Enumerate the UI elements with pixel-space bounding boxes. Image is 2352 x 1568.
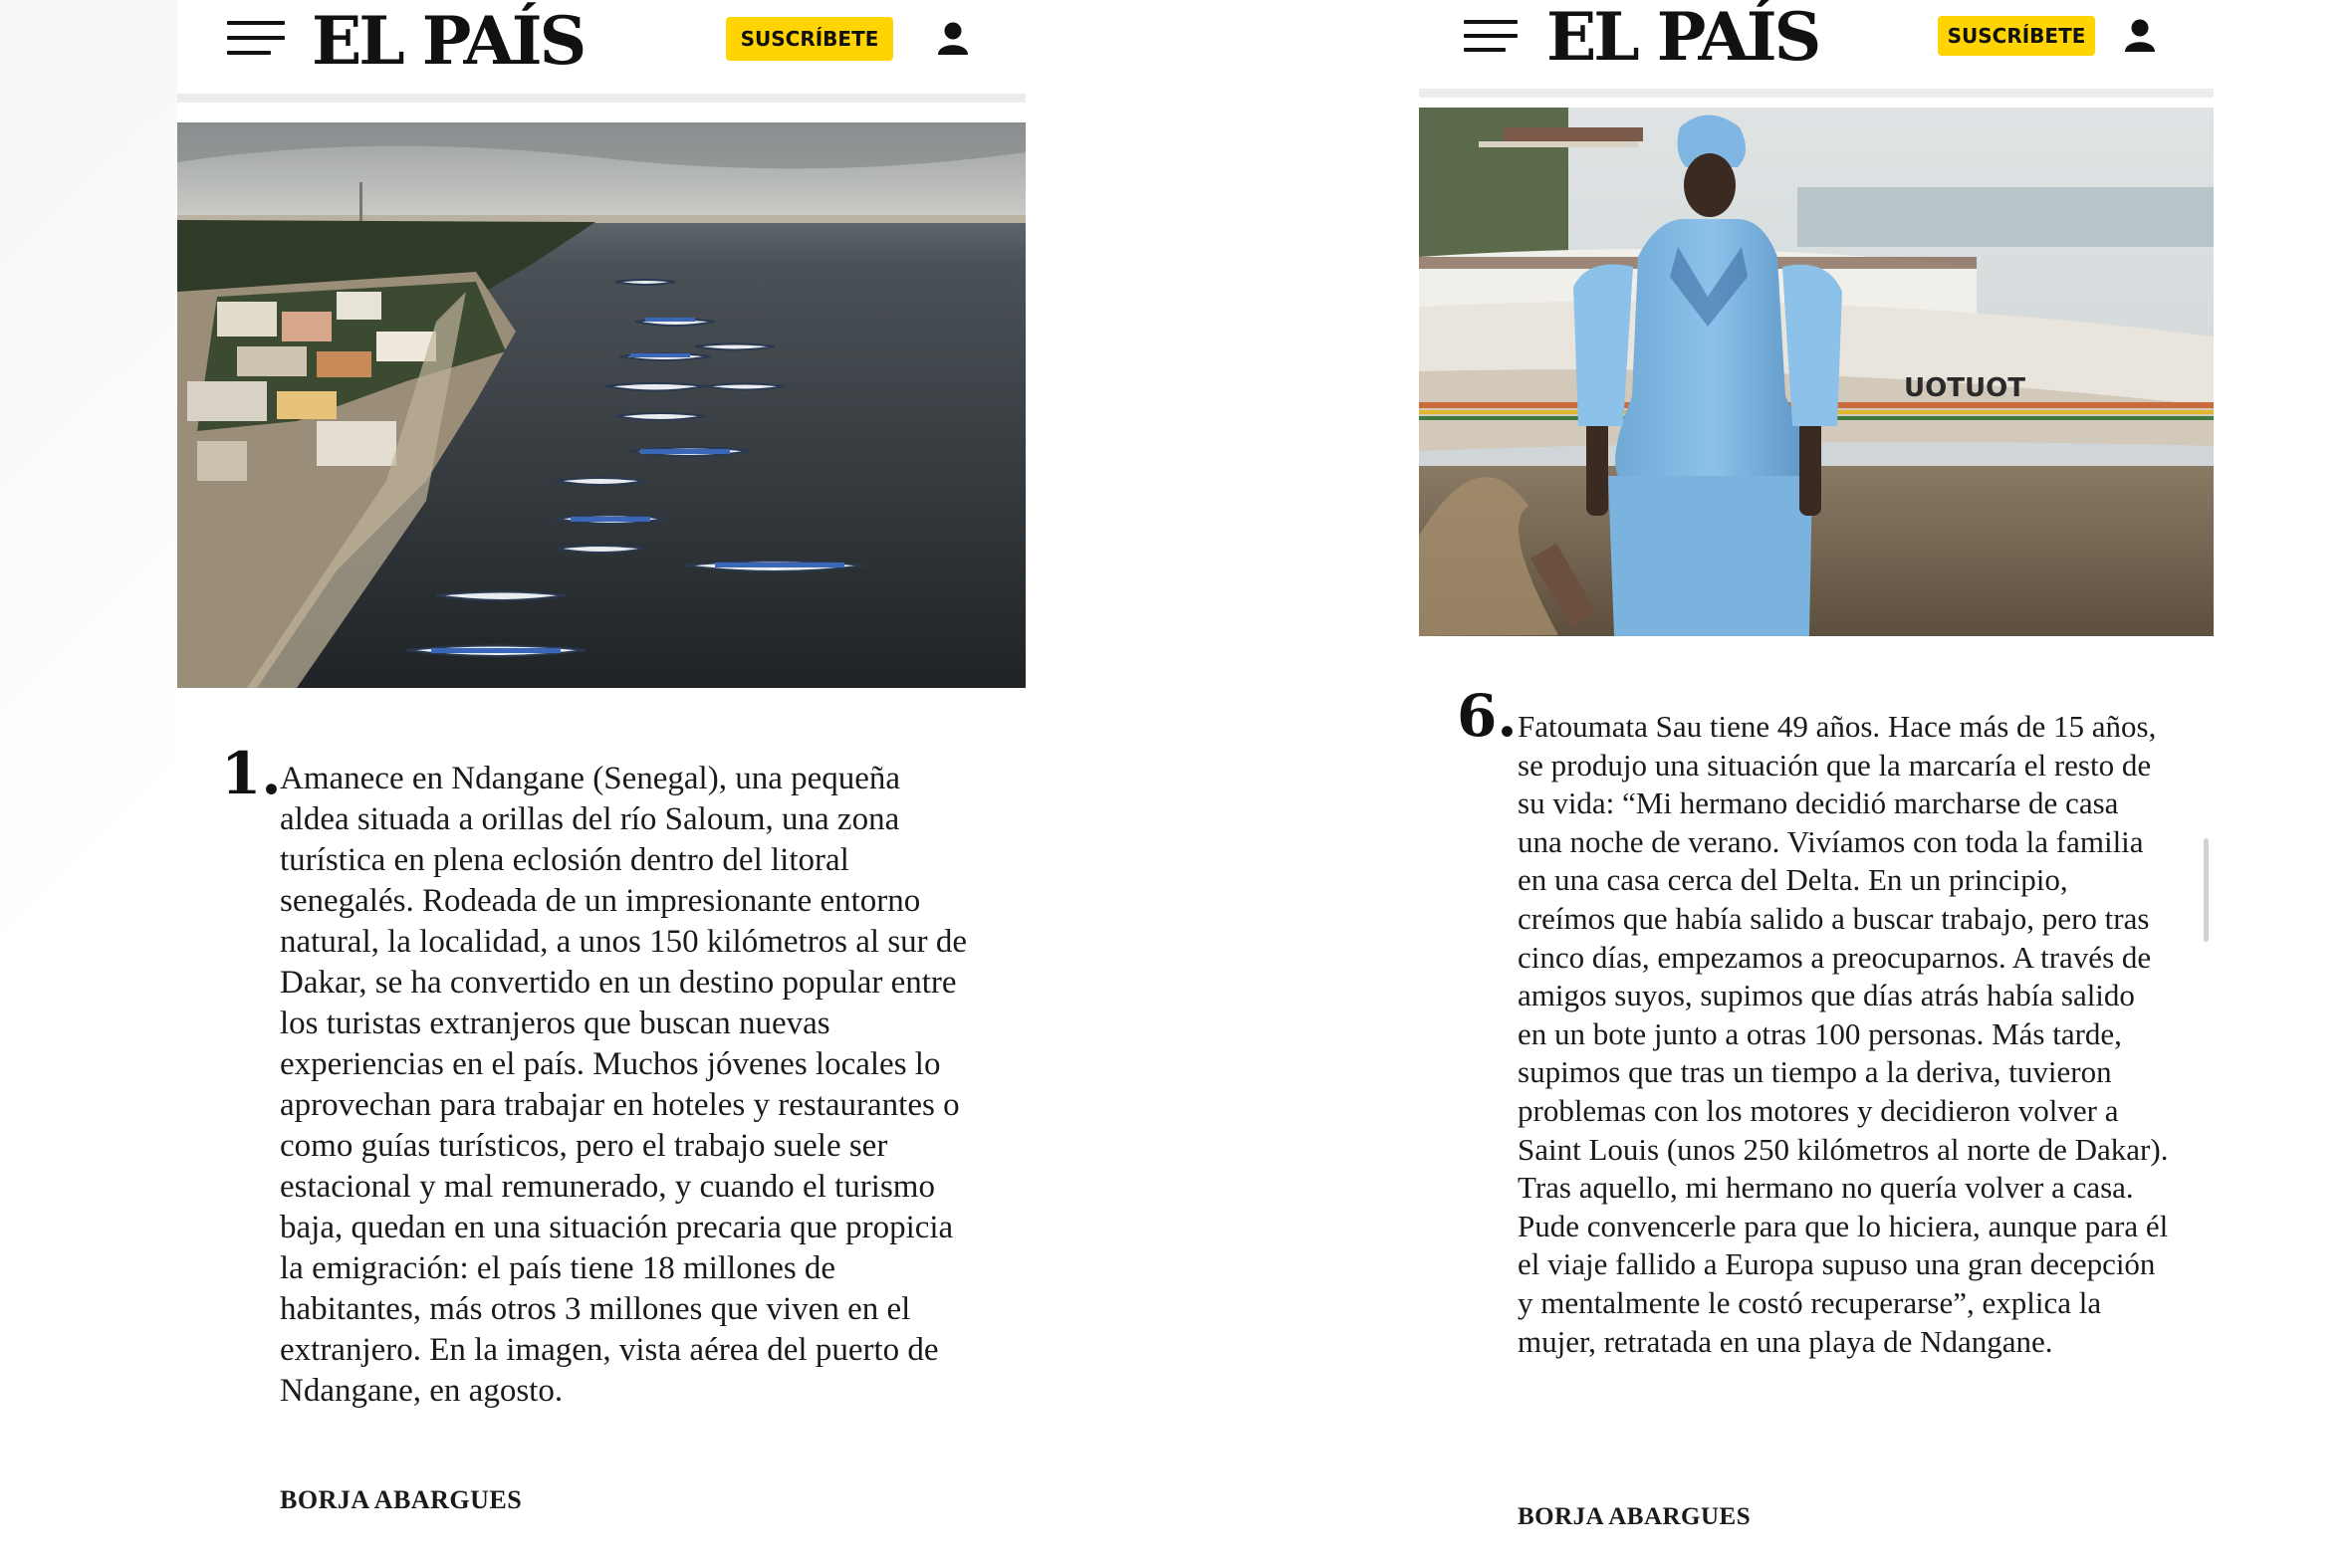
article-panel-left [177,0,1026,1568]
site-logo[interactable]: EL PAÍS [1546,0,1819,76]
boat-name-text: TOUTOU [1904,373,2025,403]
user-icon[interactable] [2123,18,2157,54]
subscribe-button[interactable]: SUSCRÍBETE [1938,16,2095,56]
menu-icon[interactable] [1464,20,1522,54]
caption-number: 1. [221,740,282,807]
article-panel-right [1419,0,2214,1568]
caption-text: Amanece en Ndangane (Senegal), una pequeña aldea situada a orillas del río Saloum, una zona turística en plena eclosión dentro del litoral senegalés. Rodeada de un impresionante entorno natural, la localidad, a unos 150 kilómetros al sur de Dakar, se ha convertido en un destino popular entre los turistas extranjeros que buscan nuevas experiencias en el país. Muchos jóvenes locales lo aprovechan para trabajar en hoteles y restaurantes o como guías turísticos, pero el trabajo suele ser estacional y mal remunerado, y cuando el turismo baja, quedan en una situación precaria que propicia la emigración: el país tiene 18 millones de habitantes, más otros 3 millones que viven en el extranjero. En la imagen, vista aérea del puerto de Ndangane, en agosto. [280,761,968,1409]
user-icon[interactable] [936,21,970,57]
subscribe-button[interactable]: SUSCRÍBETE [726,17,893,61]
photo-aerial-port[interactable] [177,122,1026,688]
aerial-photo-illustration [177,122,1026,688]
photo-credit: BORJA ABARGUES [280,1485,523,1514]
photo-credit: BORJA ABARGUES [1518,1503,1752,1530]
caption-number: 6. [1457,682,1518,750]
site-header [177,0,1026,96]
header-divider [1419,89,2214,98]
caption-text: Fatoumata Sau tiene 49 años. Hace más de 15 años, se produjo una situación que la marcaría el resto de su vida: “Mi hermano decidió marcharse de casa una noche de verano. Vivíamos con toda la familia en una casa cerca del Delta. En un principio, creímos que había salido a buscar trabajo, pero tras cinco días, empezamos a preocuparnos. A través de amigos suyos, supimos que días atrás había salido en un bote junto a otras 100 personas. Más tarde, supimos que tras un tiempo a la deriva, tuvieron problemas con los motores y decidieron volver a Saint Louis (unos 250 kilómetros al norte de Dakar). Tras aquello, mi hermano no quería volver a casa. Pude convencerle para que lo hiciera, aunque para él el viaje fallido a Europa supuso una gran decepción y mentalmente le costó recuperarse”, explica la mujer, retratada en una playa de Ndangane. [1518,709,2169,1359]
photo-portrait[interactable] [1419,108,2214,636]
site-logo[interactable]: EL PAÍS [312,2,585,80]
portrait-photo-illustration [1419,108,2214,636]
site-header [1419,0,2214,96]
scrollbar-thumb[interactable] [2204,838,2209,942]
header-divider [177,94,1026,103]
menu-icon[interactable] [227,21,285,55]
